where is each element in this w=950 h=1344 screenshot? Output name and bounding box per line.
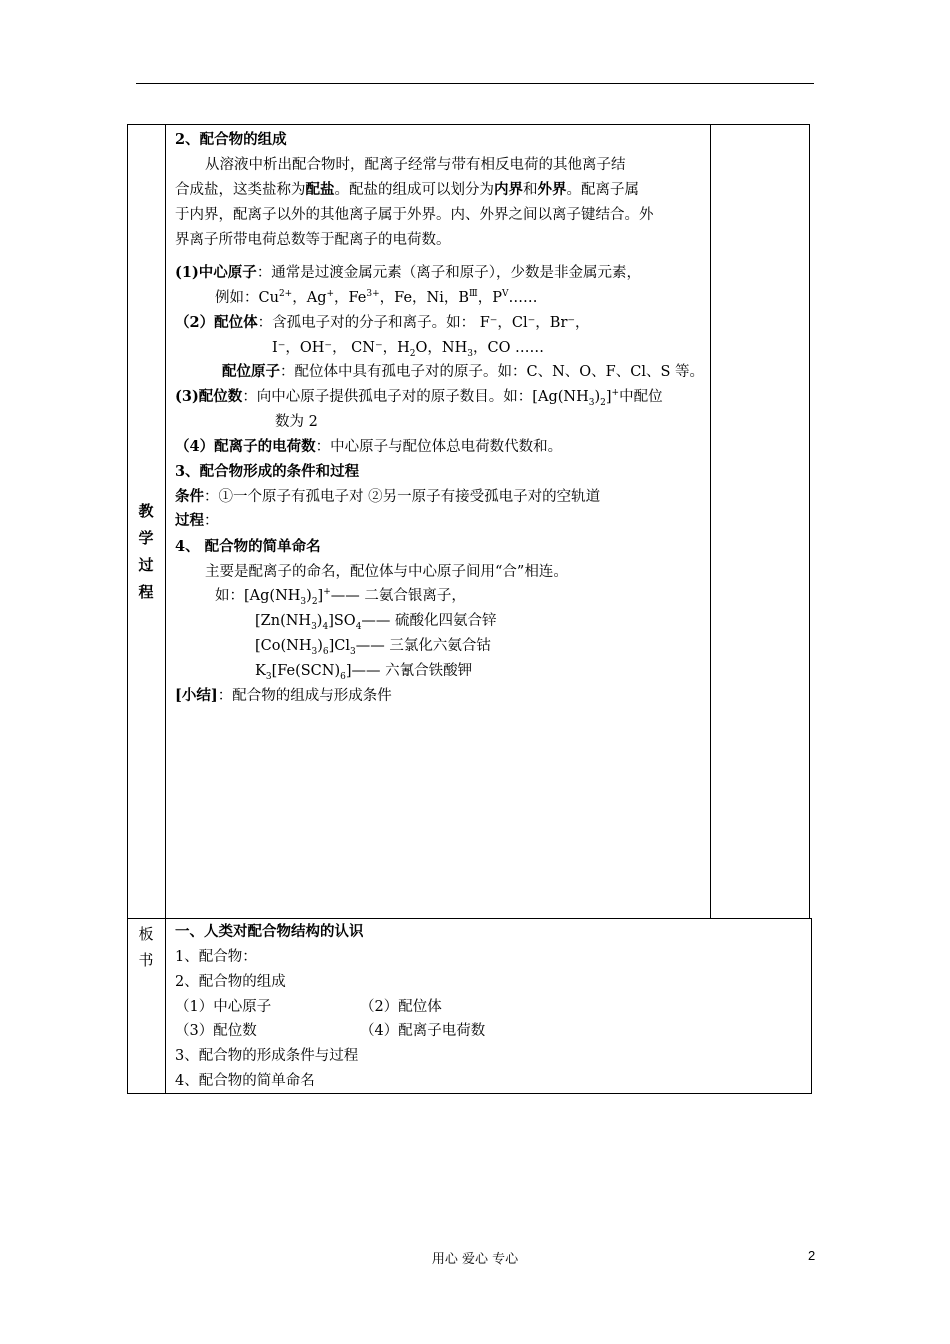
naming-example: $[Co(NH_3)_6]Cl_3——$ 三氯化六氨合钴 (255, 638, 491, 657)
board-line: 1、配合物： (175, 949, 257, 965)
board-line: 4、配合物的简单命名 (175, 1073, 315, 1089)
summary-line: [小结]：配合物的组成与形成条件 (175, 687, 392, 704)
board-line: （4）配离子电荷数 (360, 1023, 486, 1039)
ion-charge-line: （4）配离子的电荷数：中心原子与配位体总电荷数代数和。 (175, 438, 563, 455)
ligand-line: （2）配位体：含孤电子对的分子和离子。如： F⁻，Cl⁻，Br⁻， (175, 314, 590, 331)
header-rule (136, 83, 814, 84)
paragraph-line: 从溶液中析出配合物时，配离子经常与带有相反电荷的其他离子结 (205, 157, 626, 173)
teaching-label: 教学过程 (138, 502, 154, 601)
naming-example: 如：$[Ag(NH_3)_2]^+——$ 二氨合银离子， (215, 587, 466, 607)
board-title: 一、人类对配合物结构的认识 (175, 923, 364, 940)
board-line: （3）配位数 (175, 1023, 257, 1039)
process-line: 过程： (175, 512, 219, 529)
paragraph-line: 合成盐，这类盐称为配盐。配盐的组成可以划分为内界和外界。配离子属 (175, 181, 639, 198)
naming-intro: 主要是配离子的命名，配位体与中心原子间用“合”相连。 (205, 564, 568, 580)
notes-cell (710, 125, 810, 918)
board-line: （2）配位体 (360, 999, 442, 1015)
ligand-examples: I⁻，OH⁻， CN⁻，$H_2O$，$NH_3$，CO …… (272, 340, 545, 359)
page-number: 2 (808, 1248, 816, 1263)
teaching-label-cell (128, 125, 166, 918)
section-3-title: 3、配合物形成的条件和过程 (175, 463, 360, 480)
conditions-line: 条件：①一个原子有孤电子对 ②另一原子有接受孤电子对的空轨道 (175, 488, 601, 505)
paragraph-line: 于内界，配离子以外的其他离子属于外界。内、外界之间以离子键结合。外 (175, 207, 654, 223)
central-atom-line: (1)中心原子：通常是过渡金属元素（离子和原子），少数是非金属元素， (175, 264, 642, 281)
board-label-cell (128, 919, 166, 1093)
section-4-title: 4、 配合物的简单命名 (175, 538, 321, 555)
central-atom-examples: 例如：$Cu^{2+}$，Ag+，$Fe^{3+}$，Fe，Ni，$B^Ⅲ$，$P^Ⅴ\dots\dots$ (215, 289, 538, 306)
board-line: 3、配合物的形成条件与过程 (175, 1048, 359, 1064)
coordinating-atom-line: 配位原子：配位体中具有孤电子对的原子。如：C、N、O、F、Cl、S 等。 (222, 363, 705, 380)
coordination-number-cont: 数为 2 (275, 414, 318, 430)
naming-example: $[Zn(NH_3)_4]SO_4——$ 硫酸化四氨合锌 (255, 613, 497, 632)
paragraph-line: 界离子所带电荷总数等于配离子的电荷数。 (175, 232, 451, 248)
board-line: （1）中心原子 (175, 999, 272, 1015)
board-line: 2、配合物的组成 (175, 974, 286, 990)
coordination-number-line: (3)配位数：向中心原子提供孤电子对的原子数目。如：$[Ag(NH_3)_2]^+$中配位 (175, 388, 663, 408)
board-label: 板 书 (138, 925, 154, 969)
naming-example: $K_3[Fe(SCN)_6]——$ 六氰合铁酸钾 (255, 663, 473, 682)
section-2-title: 2、配合物的组成 (175, 131, 287, 148)
footer-text: 用心 爱心 专心 (431, 1252, 519, 1267)
